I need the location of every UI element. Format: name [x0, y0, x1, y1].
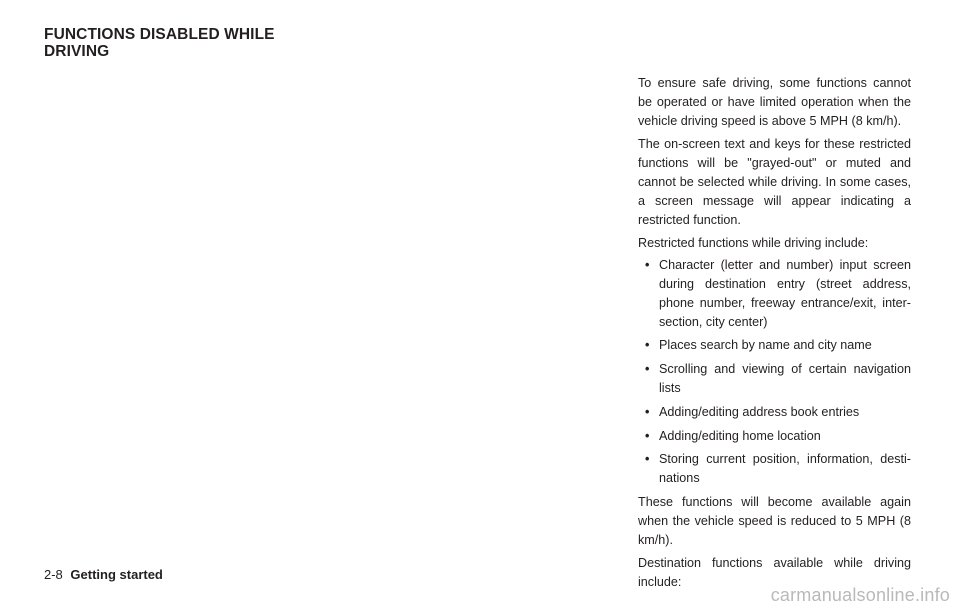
list-item: [638, 360, 911, 398]
list-item: [638, 450, 911, 488]
closing-paragraph-2: Destination functions available while driving include:: [638, 556, 911, 590]
list-item-text: Scrolling and viewing of certain navigation lists: [659, 362, 911, 395]
list-item-text: Adding/editing address book entries: [659, 404, 860, 419]
bullet-icon: •: [645, 362, 650, 377]
page-footer: [44, 566, 163, 584]
bullet-icon: •: [645, 452, 650, 467]
list-item-text: Places search by name and city name: [659, 338, 872, 353]
watermark-text: carmanualsonline.info: [770, 585, 950, 605]
list-item: [638, 336, 911, 355]
restricted-functions-list: [638, 256, 911, 488]
section-title: [44, 26, 344, 60]
list-item-text: Storing current position, information, desti-nations: [659, 452, 911, 486]
bullet-icon: •: [645, 428, 650, 443]
restricted-list-intro: Restricted functions while driving include:: [638, 236, 869, 251]
bullet-icon: •: [645, 338, 650, 353]
closing-paragraph-1: These functions will become available again when the vehicle speed is reduced to 5 MPH (8 km/h).: [638, 494, 911, 547]
chapter-name: Getting started: [70, 567, 163, 582]
intro-paragraph-1: To ensure safe driving, some functions cannot be operated or have limited operation when the vehicle driving speed is above 5 MPH (8 km/h).: [638, 76, 911, 128]
list-item: [638, 256, 911, 331]
list-item-text: Adding/editing home location: [659, 428, 821, 443]
bullet-icon: •: [645, 404, 650, 419]
list-item: [638, 427, 911, 446]
section-title-line-2: DRIVING: [44, 43, 110, 60]
body-text-column: [638, 74, 911, 597]
bullet-icon: •: [645, 258, 650, 273]
section-title-line-1: FUNCTIONS DISABLED WHILE: [44, 26, 275, 43]
list-item: [638, 403, 911, 422]
list-item-text: Character (letter and number) input screen during destination entry (street address, phone number, freeway entrance/exit, inter-section, city center): [659, 258, 911, 329]
intro-paragraph-2: The on-screen text and keys for these restricted functions will be "grayed-out" or muted and cannot be selected while driving. In some cases, a screen message will appear indicating a restricted function.: [638, 137, 911, 227]
page-number: 2-8: [44, 567, 63, 582]
